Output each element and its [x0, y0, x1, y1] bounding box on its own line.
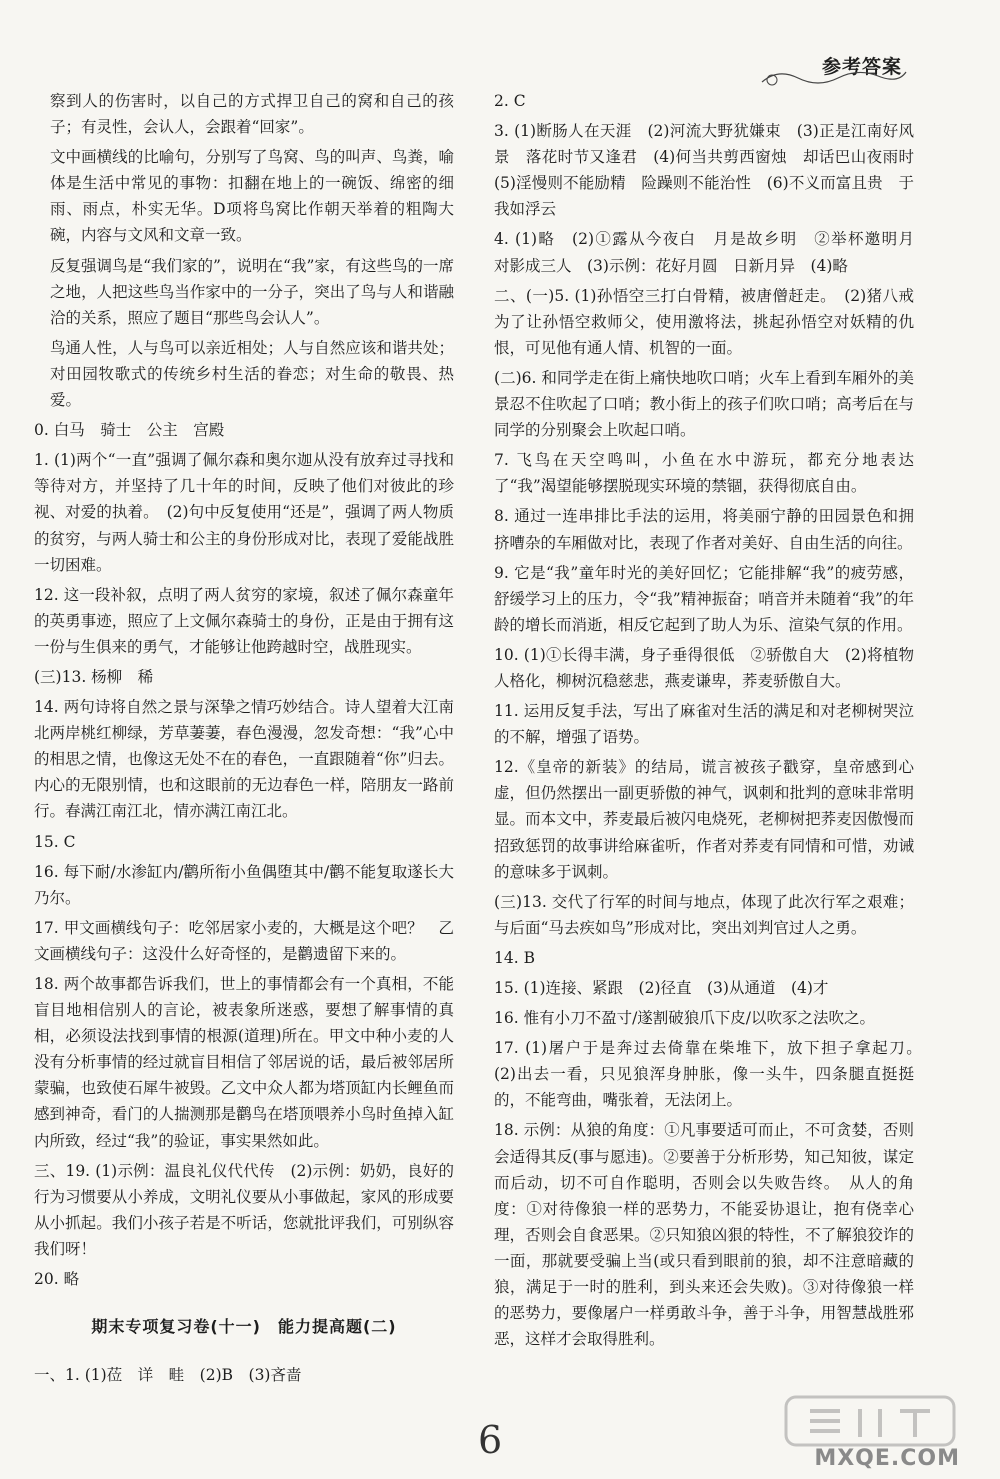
answer-item: 15. (1)连接、紧跟 (2)径直 (3)从通道 (4)才 [494, 979, 829, 997]
left-column [34, 88, 454, 1392]
section-title: 期末专项复习卷(十一) 能力提高题(二) [91, 1317, 397, 1337]
answer-item: 二、(一)5. (1)孙悟空三打白骨精，被唐僧赶走。 (2)猪八戒为了让孙悟空救师父，使用激将法，挑起孙悟空对妖精的仇恨，可见他有通人情、机智的一面。 [494, 286, 914, 357]
answer-item: 15. C [34, 832, 76, 851]
answer-item: 14. 两句诗将自然之景与深挚之情巧妙结合。诗人望着大江南北两岸桃红柳绿，芳草萋萋，春色漫漫，忽发奇想：“我”心中的相思之情，也像这无处不在的春色，一直跟随着“你”归去。内心的无限别情，也和这眼前的无边春色一样，陪朋友一路前行。春满江南江北，情亦满江南江北。 [34, 698, 454, 821]
answer-item: 10. (1)①长得丰满，身子垂得很低 ②骄傲自大 (2)将植物人格化，柳树沉稳慈悲，燕麦谦卑，荞麦骄傲自大。 [494, 645, 914, 690]
answer-item: 察到人的伤害时，以自己的方式捍卫自己的窝和自己的孩子；有灵性，会认人，会跟着“回家”。 [50, 92, 454, 137]
answer-item: 20. 略 [34, 1270, 80, 1289]
answer-item: 1. (1)两个“一直”强调了佩尔森和奥尔迦从没有放弃过寻找和等待对方，并坚持了几十年的时间，反映了他们对彼此的珍视、对爱的执着。 (2)句中反复使用“还是”，强调了两人物质的贫穷，与两人骑士和公主的身份形成对比，表现了爱能战胜一切困难。 [34, 451, 454, 574]
answer-item: 16. 每下耐/水渗缸内/鹳所衔小鱼偶堕其中/鹳不能复取遂长大乃尔。 [34, 862, 454, 907]
answer-item: (三)13. 交代了行军的时间与地点，体现了此次行军之艰难；与后面“马去疾如鸟”形成对比，突出刘判官过人之勇。 [494, 892, 914, 937]
answer-item: (三)13. 杨柳 稀 [34, 667, 154, 686]
answer-item: 12. 这一段补叙，点明了两人贫穷的家境，叙述了佩尔森童年的英勇事迹，照应了上文佩尔森骑士的身份，正是由于拥有这一份与生俱来的勇气，才能够让他跨越时空，战胜现实。 [34, 585, 454, 656]
answer-item: 11. 运用反复手法，写出了麻雀对生活的满足和对老柳树哭泣的不解，增强了语势。 [494, 702, 914, 747]
answer-item: 2. C [494, 92, 526, 110]
page-header-title: 参考答案 [821, 56, 902, 78]
answer-item: 12.《皇帝的新装》的结局，谎言被孩子戳穿，皇帝感到心虚，但仍然摆出一副更骄傲的神气，讽刺和批判的意味非常明显。而本文中，荞麦最后被闪电烧死，老柳树把荞麦因傲慢而招致惩罚的故事讲给麻雀听，作者对荞麦有同情和可惜，劝诫的意味多于讽刺。 [494, 758, 914, 881]
answer-item: 鸟通人性，人与鸟可以亲近相处；人与自然应该和谐共处；对田园牧歌式的传统乡村生活的眷恋；对生命的敬畏、热爱。 [50, 338, 454, 410]
watermark-text: MXQE.COM [814, 1446, 960, 1471]
answer-item: 14. B [494, 948, 535, 967]
answer-item: 一、1. (1)莅 详 畦 (2)B (3)吝啬 [34, 1366, 302, 1385]
answer-item: (二)6. 和同学走在街上痛快地吹口哨；火车上看到车厢外的美景忍不住吹起了口哨；教小街上的孩子们吹口哨；高考后在与同学的分别聚会上吹起口哨。 [494, 368, 914, 440]
answer-item: 17. 甲文画横线句子：吃邻居家小麦的，大概是这个吧？ 乙文画横线句子：这没什么好奇怪的，是鹳遗留下来的。 [34, 918, 454, 963]
answer-item: 18. 两个故事都告诉我们，世上的事情都会有一个真相，不能盲目地相信别人的言论，被表象所迷惑，要想了解事情的真相，必须设法找到事情的根源(道理)所在。甲文中种小麦的人没有分析事情的经过就盲目相信了邻居说的话，最后被邻居所蒙骗，也致使石犀牛被毁。乙文中众人都为塔顶缸内长鲤鱼而感到神奇，看门的人揣测那是鹳鸟在塔顶喂养小鸟时鱼掉入缸内所致，经过“我”的验证，事实果然如此。 [34, 975, 454, 1150]
answer-item: 三、19. (1)示例：温良礼仪代代传 (2)示例：奶奶，良好的行为习惯要从小养成，文明礼仪要从小事做起，家风的形成要从小抓起。我们小孩子若是不听话，您就批评我们，可别纵容我们呀！ [34, 1161, 454, 1258]
answer-item: 8. 通过一连串排比手法的运用，将美丽宁静的田园景色和拥挤嘈杂的车厢做对比，表现了作者对美好、自由生活的向往。 [494, 507, 914, 552]
header-decoration-icon [758, 64, 908, 90]
answer-item: 17. (1)屠户于是奔过去倚靠在柴堆下，放下担子拿起刀。 (2)出去一看，只见狼浑身肿胀，像一头牛，四条腿直挺挺的，不能弯曲，嘴张着，无法闭上。 [494, 1039, 930, 1110]
answer-item: 0. 白马 骑士 公主 宫殿 [34, 421, 225, 440]
answer-item: 反复强调鸟是“我们家的”，说明在“我”家，有这些鸟的一席之地，人把这些鸟当作家中的一分子，突出了鸟与人和谐融洽的关系，照应了题目“那些鸟会认人”。 [50, 256, 454, 327]
answer-item: 4. (1)略 (2)①露从今夜白 月是故乡明 ②举杯邀明月 对影成三人 (3)示例：花好月圆 日新月异 (4)略 [494, 230, 930, 275]
page-number: 6 [478, 1418, 503, 1462]
answer-item: 文中画横线的比喻句，分别写了鸟窝、鸟的叫声、鸟粪，喻体是生活中常见的事物：扣翻在地上的一碗饭、绵密的细雨、雨点，朴实无华。D项将鸟窝比作朝天举着的粗陶大碗，内容与文风和文章一致。 [50, 148, 454, 245]
answer-item: 7. 飞鸟在天空鸣叫，小鱼在水中游玩，都充分地表达了“我”渴望能够摆脱现实环境的禁锢，获得彻底自由。 [494, 451, 914, 496]
answer-item: 3. (1)断肠人在天涯 (2)河流大野犹嫌束 (3)正是江南好风景 落花时节又逢君 (4)何当共剪西窗烛 却话巴山夜雨时 (5)淫慢则不能励精 险躁则不能治性 (6)不义而富且贵 于我如浮云 [494, 122, 930, 219]
right-column [494, 88, 930, 1356]
answer-item: 16. 惟有小刀不盈寸/遂割破狼爪下皮/以吹豕之法吹之。 [494, 1009, 876, 1028]
answer-item: 18. 示例：从狼的角度：①凡事要适可而止，不可贪婪，否则会适得其反(事与愿违)。②要善于分析形势，知己知彼，谋定而后动，切不可自作聪明，否则会以失败告终。 从人的角度：①对待像狼一样的恶势力，不能妥协退让，抱有侥幸心理，否则会自食恶果。②只知狼凶狠的特性，不了解狼狡诈的一面，那就要受骗上当(或只看到眼前的狼，却不注意暗藏的狼，满足于一时的胜利，到头来还会失败)。③对待像狼一样的恶势力，要像屠户一样勇敢斗争，善于斗争，用智慧战胜邪恶，这样才会取得胜利。 [494, 1121, 914, 1349]
answer-item: 9. 它是“我”童年时光的美好回忆；它能排解“我”的疲劳感，舒缓学习上的压力，令“我”精神振奋；哨音并未随着“我”的年龄的增长而消逝，相反它起到了助人为乐、渲染气氛的作用。 [494, 563, 914, 634]
